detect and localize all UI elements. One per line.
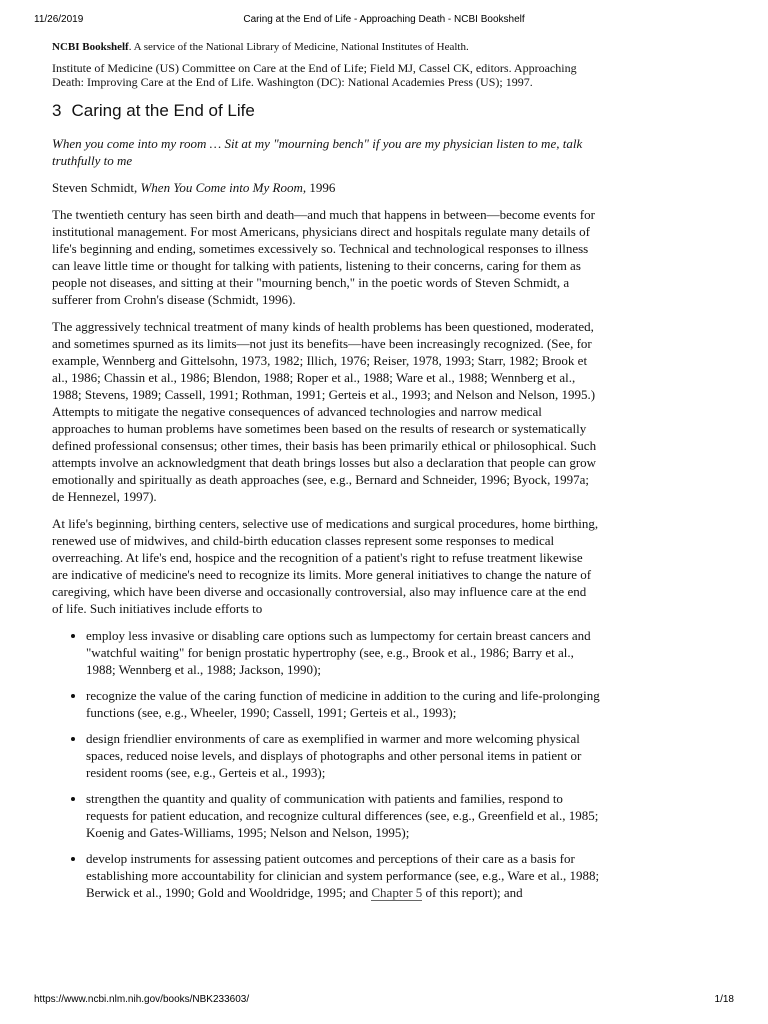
- list-item-text: develop instruments for assessing patient outcomes and perceptions of their care as a basis for establishing more accountability for clinician and system performance (see, e.g., Ware et al., 1988; Berwick et al., 1990; Gold and Wooldridge, 1995; and: [86, 851, 600, 900]
- chapter-number: 3: [52, 101, 62, 120]
- epigraph-year: 1996: [306, 180, 336, 195]
- list-item: [86, 850, 600, 901]
- banner-text: . A service of the National Library of Medicine, National Institutes of Health.: [128, 41, 469, 53]
- list-item: • employ less invasive or disabling care options such as lumpectomy for certain breast cancers and "watchful waiting" for benign prostatic hypertrophy (see, e.g., Brook et al., 1986; Barry et al., 1988; Wennberg et al., 1988; Jackson, 1990);: [86, 627, 600, 678]
- bookshelf-brand[interactable]: NCBI Bookshelf: [52, 41, 129, 53]
- paragraph: At life's beginning, birthing centers, selective use of medications and surgical procedures, home birthing, renewed use of midwives, and child-birth education classes represent some responses to medical overreaching. At life's end, hospice and the recognition of a patient's right to refuse treatment likewise are indicative of medicine's need to recognize its limits. More general initiatives to change the nature of caregiving, which have been diverse and occasionally controversial, also may influence care at the end of life. Such initiatives include efforts to: [52, 516, 599, 616]
- print-page-title: Caring at the End of Life - Approaching Death - NCBI Bookshelf: [243, 14, 525, 25]
- page-url: https://www.ncbi.nlm.nih.gov/books/NBK233603/: [34, 994, 250, 1005]
- chapter-heading: [52, 101, 600, 121]
- paragraph: The aggressively technical treatment of many kinds of health problems has been questioned, moderated, and sometimes spurned as its limits—not just its benefits—have been increasingly recognized. (See, for example, Wennberg and Gittelsohn, 1973, 1982; Illich, 1976; Reiser, 1978, 1993; Starr, 1982; Brook et al., 1986; Chassin et al., 1986; Blendon, 1988; Roper et al., 1988; Ware et al., 1988; Wennberg et al., 1988; Stevens, 1989; Cassell, 1991; Rothman, 1991; Gerteis et al., 1993; and Nelson and Nelson, 1995.) Attempts to mitigate the negative consequences of advanced technologies and narrow medical approaches to human problems have sometimes been based on the results of research or systematically defined professional consensus; other times, their basis has been primarily ethical or philosophical. Such attempts involve an acknowledgment that death brings losses but also a declaration that people can grow emotionally and spiritually as death approaches (see, e.g., Bernard and Schneider, 1996; Byock, 1997a; de Hennezel, 1997).: [52, 319, 597, 504]
- book-citation: Institute of Medicine (US) Committee on Care at the End of Life; Field MJ, Cassel CK, editors. Approaching Death: Improving Care at the End of Life. Washington (DC): National Academies Press (US); 1997.: [52, 61, 577, 89]
- print-footer: [0, 994, 768, 1008]
- page-counter: 1/18: [714, 994, 734, 1005]
- list-item: • strengthen the quantity and quality of communication with patients and families, respond to requests for patient education, and recognize cultural differences (see, e.g., Greenfield et al., 1985; Koenig and Gates-Williams, 1995; Nelson and Nelson, 1995);: [86, 790, 600, 841]
- epigraph-work: When You Come into My Room,: [140, 180, 307, 195]
- chapter-5-link[interactable]: Chapter 5: [371, 885, 423, 900]
- epigraph-quote: When you come into my room … Sit at my "mourning bench" if you are my physician listen to me, talk truthfully to me: [52, 136, 583, 168]
- print-header: [0, 14, 768, 28]
- list-item: • recognize the value of the caring function of medicine in addition to the curing and life-prolonging functions (see, e.g., Wheeler, 1990; Cassell, 1991; Gerteis et al., 1993);: [86, 687, 600, 721]
- print-date: 11/26/2019: [34, 14, 84, 25]
- bookshelf-banner: [52, 41, 600, 53]
- chapter-title: Caring at the End of Life: [71, 101, 255, 120]
- list-item-text-end: of this report); and: [422, 885, 523, 900]
- initiatives-list: [52, 627, 600, 901]
- list-item: • design friendlier environments of care as exemplified in warmer and more welcoming physical spaces, reduced noise levels, and displays of photographs and other personal items in patient or resident rooms (see, e.g., Gerteis et al., 1993);: [86, 730, 600, 781]
- article-content: [52, 38, 600, 910]
- paragraph: The twentieth century has seen birth and death—and much that happens in between—become events for institutional management. For most Americans, physicians direct and hospitals regulate many details of life's beginning and ending, sometimes excessively so. Technical and technological responses to illness can leave little time or thought for talking with patients, listening to their concerns, caring for them as people not diseases, and sitting at their "mourning bench," in the poetic words of Steven Schmidt, a sufferer from Crohn's disease (Schmidt, 1996).: [52, 207, 595, 307]
- epigraph-source: [52, 179, 600, 196]
- epigraph-author: Steven Schmidt,: [52, 180, 141, 195]
